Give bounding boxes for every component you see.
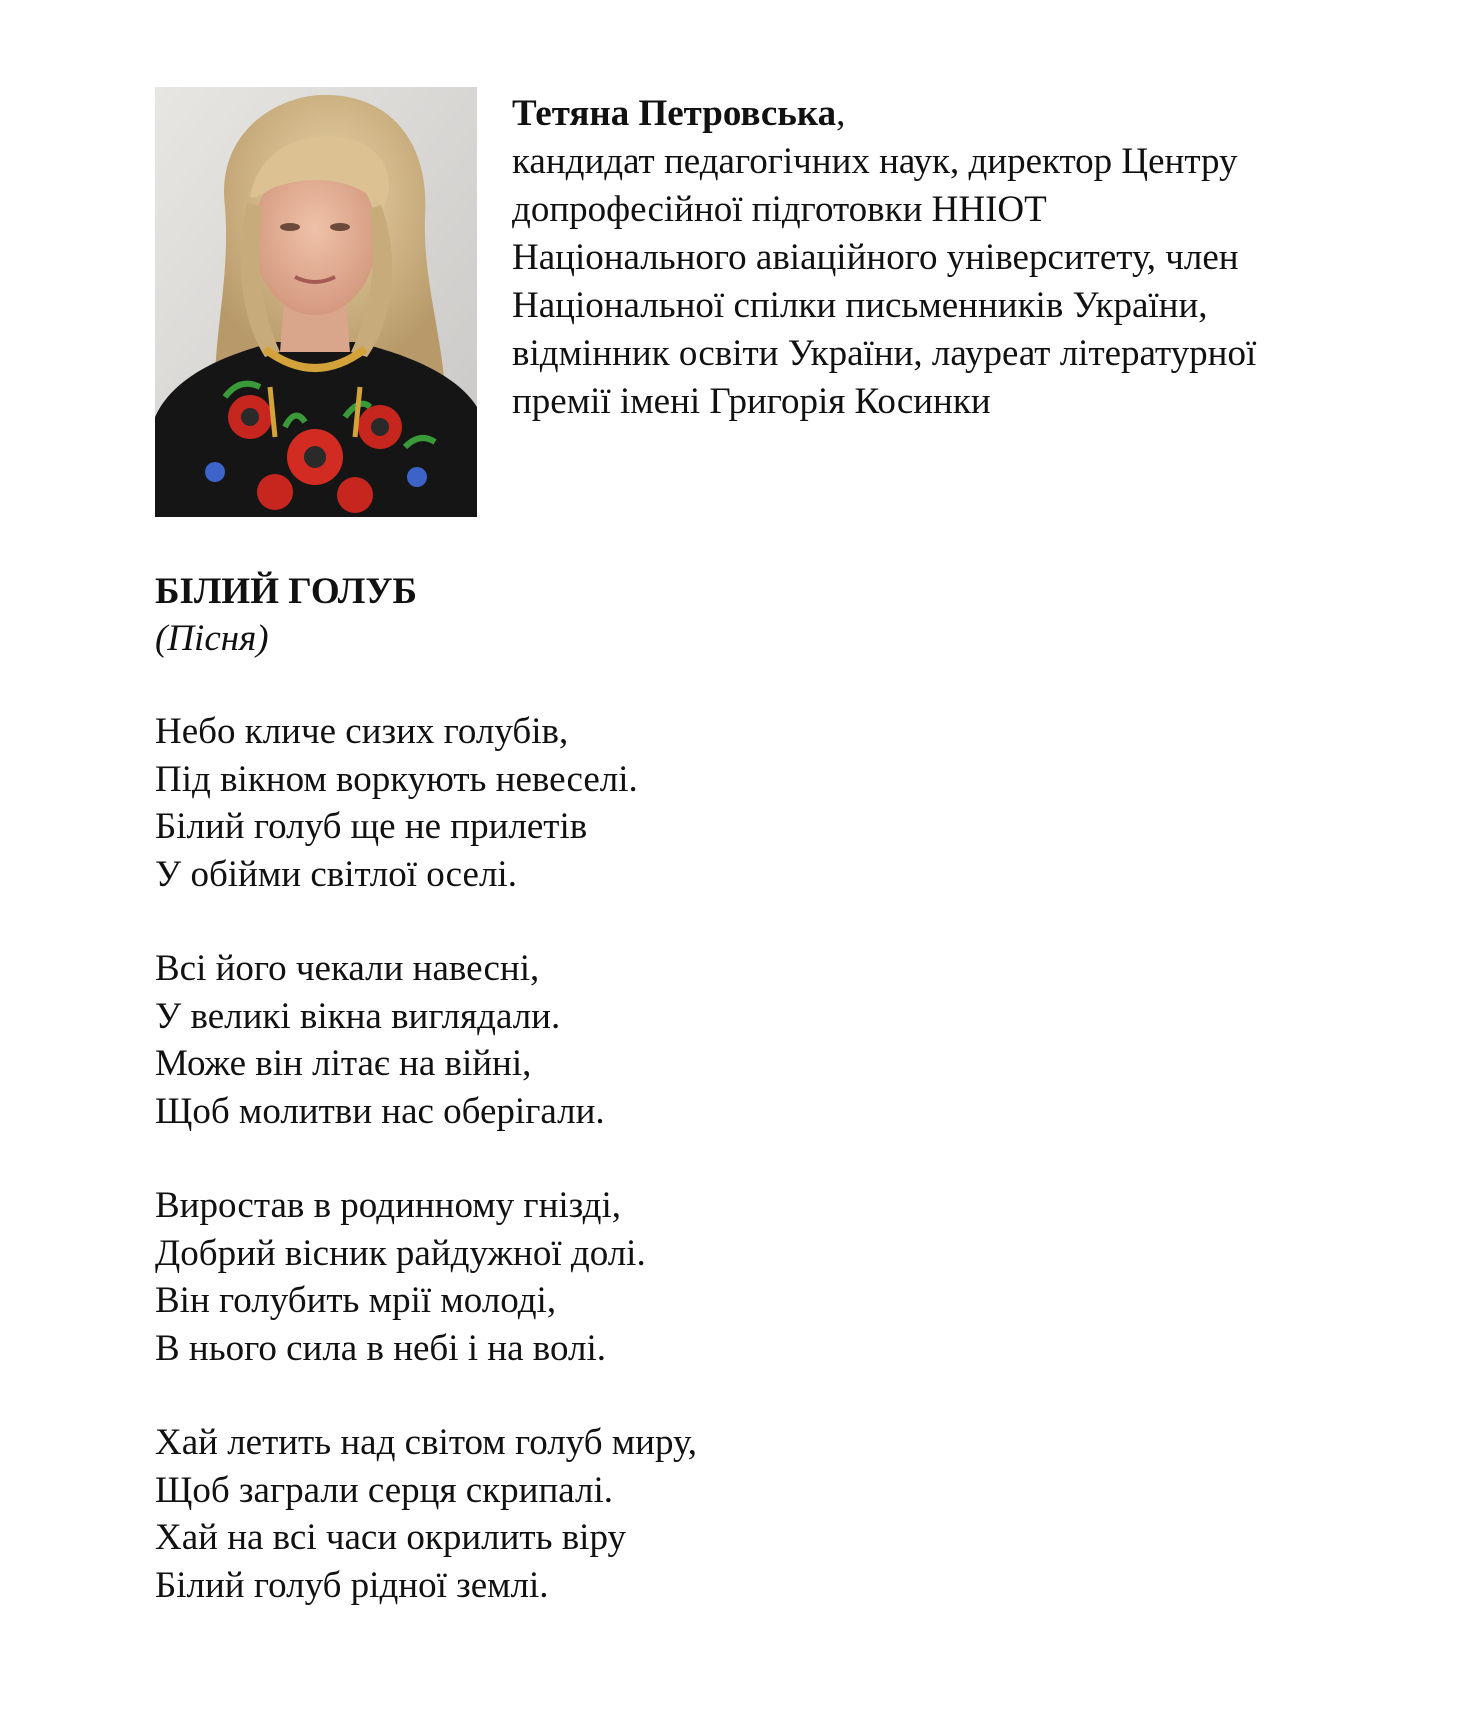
bio-line: Національного авіаційного університету, член	[512, 237, 1239, 278]
poem-title: БІЛИЙ ГОЛУБ	[155, 571, 417, 612]
author-bio	[512, 90, 1412, 426]
verse-line: Виростав в родинному гнізді,	[155, 1185, 621, 1226]
stanza-2	[155, 945, 1355, 1135]
verse-line: Може він літає на війні,	[155, 1043, 532, 1084]
author-name-suffix: ,	[836, 93, 846, 134]
verse-line: Добрий вісник райдужної долі.	[155, 1232, 646, 1274]
author-name: Тетяна Петровська	[512, 93, 837, 134]
poem-body	[155, 708, 1355, 1609]
verse-line: У великі вікна виглядали.	[155, 995, 561, 1037]
verse-line: Щоб заграли серця скрипалі.	[155, 1469, 613, 1511]
bio-line: кандидат педагогічних наук, директор Центру	[512, 141, 1238, 182]
bio-line: відмінник освіти України, лауреат літературної	[512, 333, 1257, 374]
verse-line: Всі його чекали навесні,	[155, 948, 540, 989]
verse-line: Під вікном воркують невеселі.	[155, 758, 638, 800]
verse-line: Щоб молитви нас оберігали.	[155, 1090, 605, 1132]
stanza-3	[155, 1182, 1355, 1372]
poem	[155, 568, 1355, 1656]
author-heading	[512, 90, 1412, 138]
verse-line: Білий голуб рідної землі.	[155, 1564, 549, 1606]
bio-line: Національної спілки письменників України,	[512, 285, 1208, 326]
verse-line: Він голубить мрії молоді,	[155, 1280, 557, 1321]
stanza-4	[155, 1419, 1355, 1609]
poem-subtitle: (Пісня)	[155, 618, 269, 659]
verse-line: У обійми світлої оселі.	[155, 853, 517, 895]
stanza-1	[155, 708, 1355, 898]
verse-line: Хай на всі часи окрилить віру	[155, 1517, 626, 1558]
bio-line: премії імені Григорія Косинки	[512, 381, 991, 422]
verse-line: В нього сила в небі і на волі.	[155, 1327, 606, 1369]
verse-line: Хай летить над світом голуб миру,	[155, 1422, 698, 1463]
bio-line: допрофесійної підготовки ННІОТ	[512, 189, 1047, 230]
author-photo	[155, 87, 477, 517]
verse-line: Небо кличе сизих голубів,	[155, 711, 569, 752]
verse-line: Білий голуб ще не прилетів	[155, 806, 588, 847]
